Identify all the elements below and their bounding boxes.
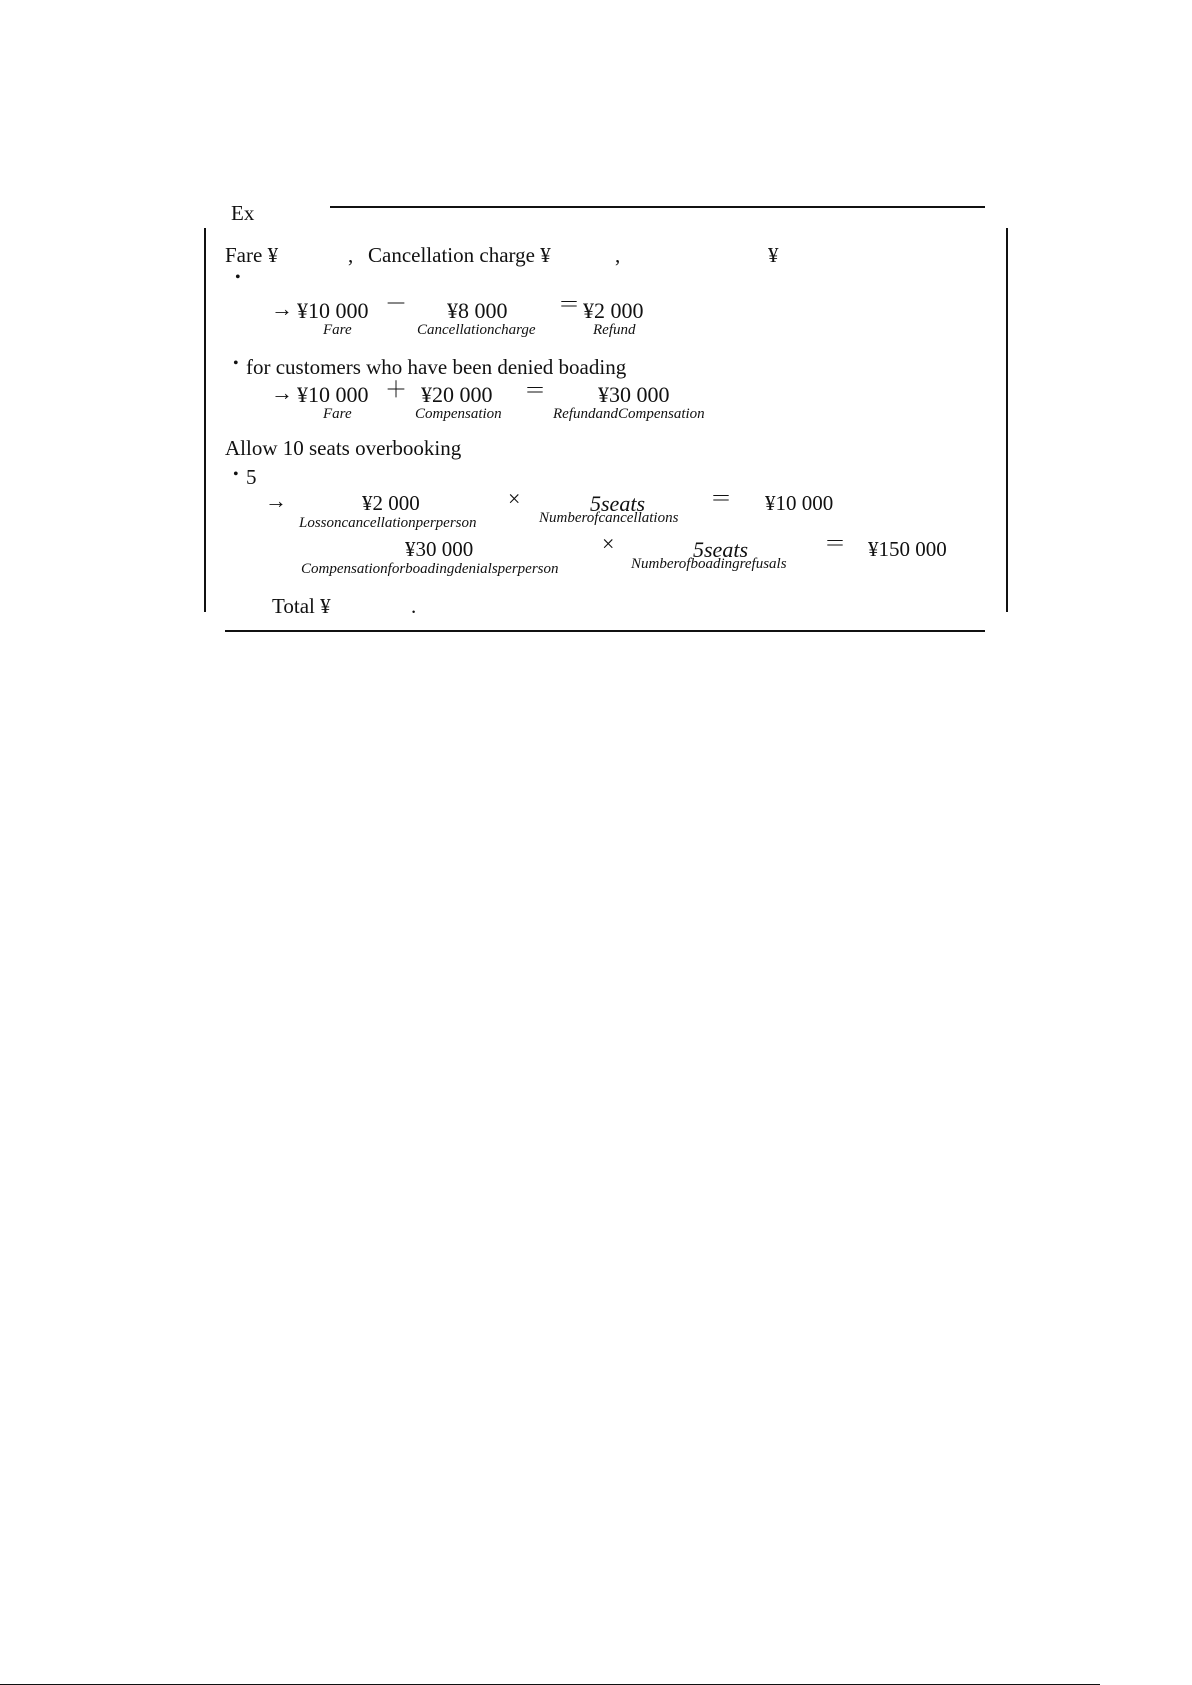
loss-per-person-value: ¥2 000 (362, 491, 420, 515)
bullet-1: • (235, 269, 241, 286)
loss-per-person-caption: Lossoncancellationperperson (299, 515, 477, 531)
cancellation-loss-result: ¥10 000 (765, 491, 834, 515)
refund-caption: Refund (593, 322, 636, 338)
number-of-boarding-refusals-caption: Numberofboadingrefusals (631, 556, 787, 572)
refund-and-compensation-caption: RefundandCompensation (553, 406, 705, 422)
left-border (204, 228, 206, 612)
fare-caption-1: Fare (323, 322, 352, 338)
denied-fare-value: ¥10 000 (297, 382, 369, 407)
number-of-cancellations-caption: Numberofcancellations (539, 510, 679, 526)
total-label: Total ¥ (272, 594, 331, 618)
denied-arrow: → (271, 380, 293, 405)
plus-sign: ＋ (385, 377, 408, 402)
overbooking-arrow: → (265, 488, 287, 513)
example-label: Ex (231, 201, 255, 225)
cancel-charge-value: ¥8 000 (447, 298, 508, 323)
refund-value: ¥2 000 (583, 298, 644, 323)
total-dot: . (411, 594, 417, 618)
boarding-denial-result: ¥150 000 (868, 537, 947, 561)
header-yen: ¥ (768, 243, 779, 267)
refund-and-compensation-value: ¥30 000 (598, 382, 670, 407)
compensation-value: ¥20 000 (421, 382, 493, 407)
overbooking-title: Allow 10 seats overbooking (225, 436, 462, 460)
overbooking-bullet-text: 5 (246, 465, 257, 489)
cancellations-seats-text: 5seats (590, 491, 645, 516)
compensation-caption: Compensation (415, 406, 502, 422)
bottom-rule (225, 630, 985, 632)
compensation-per-person-value: ¥30 000 (405, 537, 474, 561)
right-border (1006, 228, 1008, 612)
refusals-seats-text: 5seats (693, 537, 748, 562)
equals-sign-3: ＝ (710, 486, 733, 511)
cancellation-charge-caption: Cancellationcharge (417, 322, 536, 338)
header-comma-1: , (348, 243, 354, 267)
compensation-per-person-caption: Compensationforboadingdenialsperperson (301, 561, 559, 577)
cancel-fare-value: ¥10 000 (297, 298, 369, 323)
cancellation-charge-label: Cancellation charge ¥ (368, 243, 551, 267)
bullet-2: • (233, 355, 239, 372)
minus-sign: － (385, 291, 408, 316)
bullet-3: • (233, 466, 239, 483)
top-rule (330, 206, 985, 208)
times-sign-1: × (508, 486, 521, 511)
equals-sign-4: ＝ (824, 531, 847, 556)
equals-sign-2: ＝ (524, 378, 547, 403)
fare-label: Fare ¥ (225, 243, 279, 267)
header-comma-2: , (615, 243, 621, 267)
fare-caption-2: Fare (323, 406, 352, 422)
cancel-arrow: → (271, 296, 293, 321)
denied-boarding-title: for customers who have been denied boading (246, 355, 627, 379)
equals-sign-1: ＝ (558, 292, 581, 317)
times-sign-2: × (602, 531, 615, 556)
